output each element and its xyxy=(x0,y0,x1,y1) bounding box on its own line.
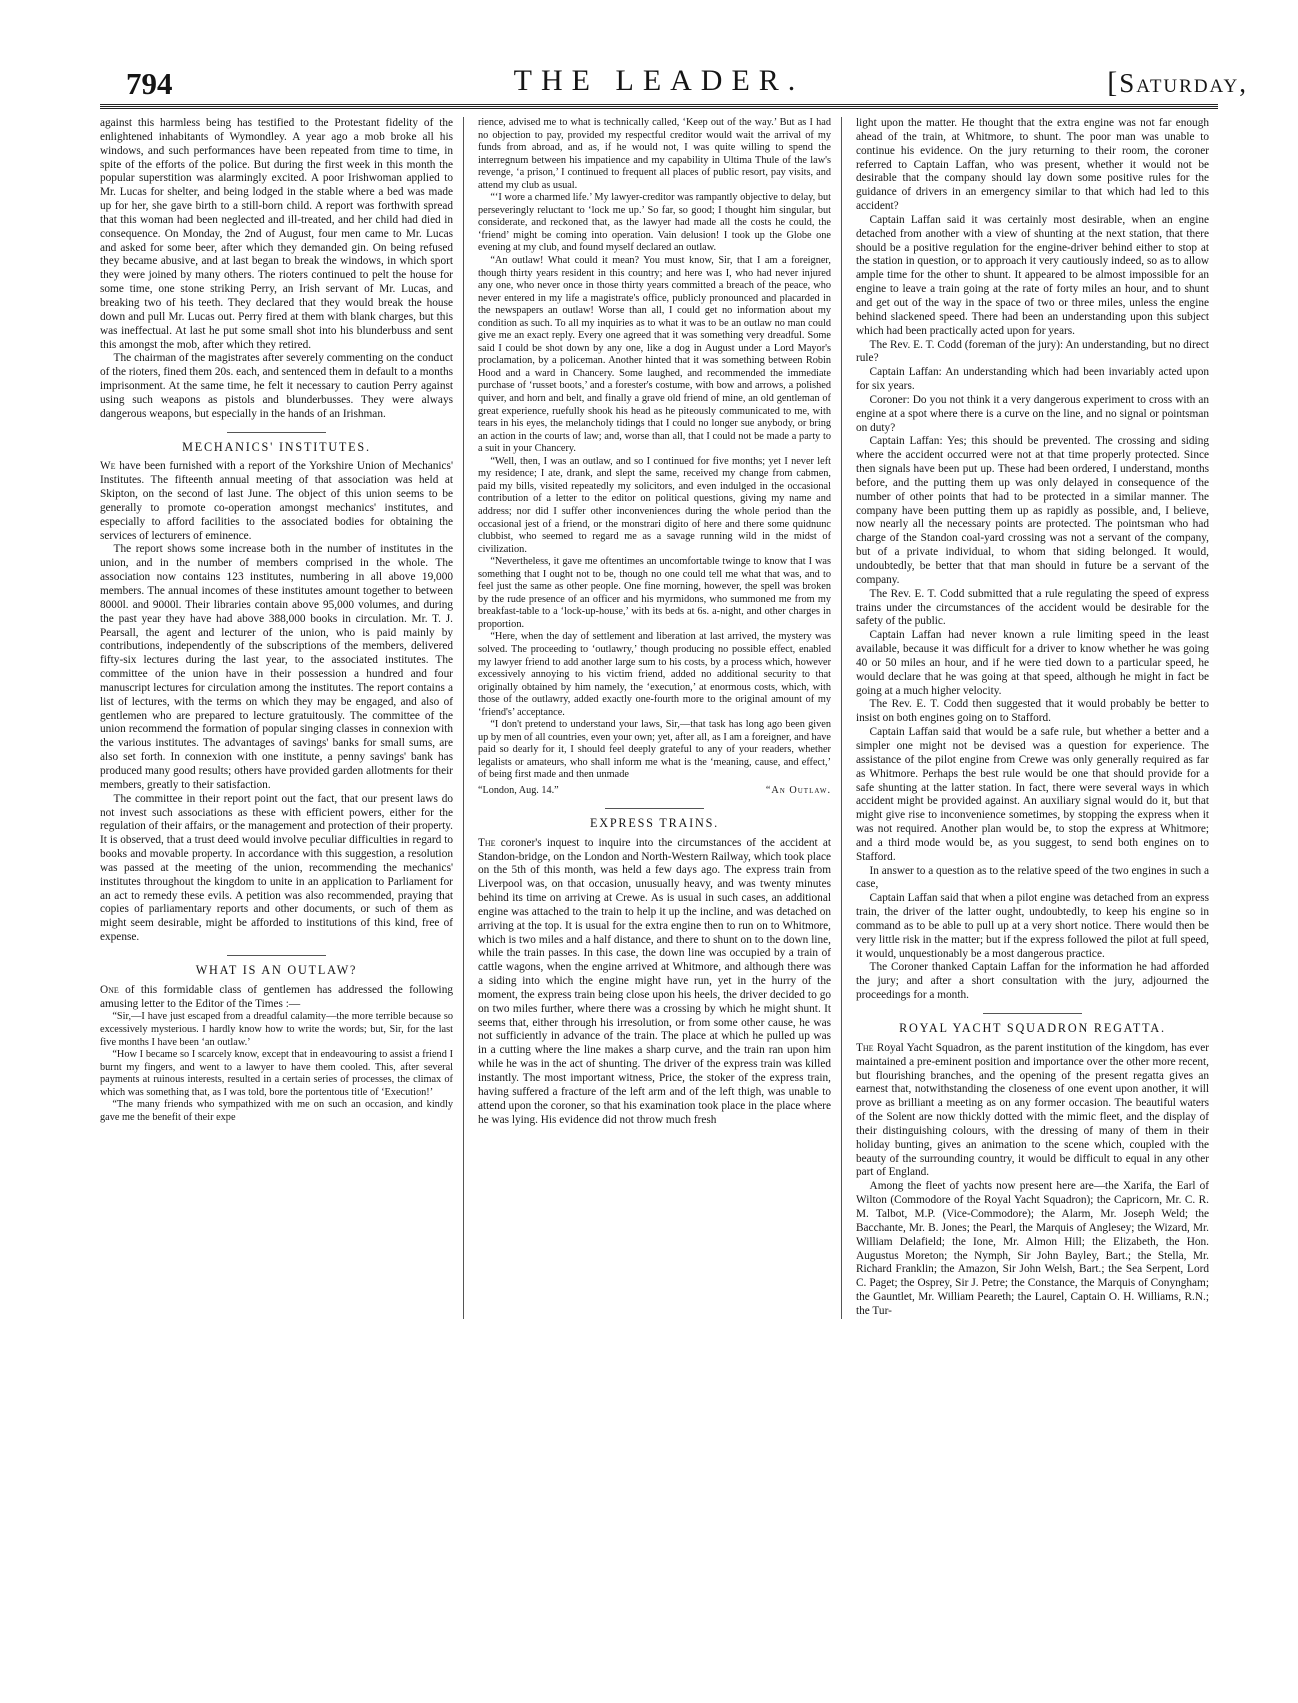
paragraph: Captain Laffan had never known a rule limiting speed in the least available, because it was difficult for a driver to know whether he was going 40 or 50 miles an hour, and if he were tied down to a particular speed, he would declare that he was going at that speed, although he might in fact be going at a much higher velocity. xyxy=(856,629,1209,697)
masthead xyxy=(100,58,1248,102)
paragraph: Among the fleet of yachts now present here are—the Xarifa, the Earl of Wilton (Commodore of the Royal Yacht Squadron); the Capricorn, Mr. C. R. M. Talbot, M.P. (Vice-Commodore); the Alarm, Mr. Joseph Weld; the Bacchante, Mr. B. Jones; the Pearl, the Marquis of Anglesey; the Wizard, Mr. William Delafield; the Ione, Mr. Almon Hill; the Elizabeth, the Hon. Augustus Moreton; the Nymph, Sir John Bayley, Bart.; the Stella, Mr. Richard Franklin; the Amazon, Sir John Welsh, Bart.; the Sea Serpent, Lord C. Paget; the Osprey, Sir J. Petre; the Constance, the Marquis of Conyngham; the Gauntlet, Mr. William Peareth; the Laurel, Captain O. H. Williams, R.N.; the Tur- xyxy=(856,1180,1209,1317)
paragraph: The Rev. E. T. Codd submitted that a rule regulating the speed of express trains under the circumstances of the accident would be desirable for the safety of the public. xyxy=(856,587,1209,628)
express-heading: EXPRESS TRAINS. xyxy=(589,815,720,830)
paragraph: Captain Laffan said that would be a safe rule, but whether a better and a simpler one might not be devised was a question for experience. The assistance of the pilot engine from Crewe was only generally required as far as Whitmore. Perhaps the best rule would be one that should provide for a safe shunting at the latter station. In fact, there were several ways in which accident might be provided against. An auxiliary signal would do it, but that might give rise to inconvenience sometimes, by stopping the express when it was not required. Another plan would be, to stop the express at Whitmore; and a third mode would be, as you suggest, to send both engines on to Stafford. xyxy=(856,726,1209,863)
outlaw-first-text: of this formidable class of gentlemen has addressed the following amusing letter to the Editor of the Times :— xyxy=(100,983,453,1010)
paragraph: rience, advised me to what is technically called, ‘Keep out of the way.’ But as I had no objection to pay, provided my respectful creditor would wait the arrival of my funds from abroad, and as, if he would not, I was quite willing to spend the interregnum between his impatience and my capability in Ultima Thule of the law's revenge, ‘a prison,’ I continued to frequent all places of public resort, pay visits, and attend my club as usual. xyxy=(478,117,831,191)
mechanics-heading: MECHANICS' INSTITUTES. xyxy=(182,439,371,454)
paragraph: light upon the matter. He thought that the extra engine was not far enough ahead of the train, at Whitmore, to shunt. The poor man was unable to continue his evidence. On the jury returning to their room, the coroner referred to Captain Laffan, who was present, whether it would not be desirable that the company should lay down some positive rules for the guidance of drivers in an emergency similar to that which had led to this accident? xyxy=(856,117,1209,213)
regatta-lead: The xyxy=(856,1041,874,1054)
express-article-continued xyxy=(856,117,1209,1003)
paragraph: The chairman of the magistrates after severely commenting on the conduct of the rioters, fined them 20s. each, and sentenced them in default to a months imprisonment. At the same time, he felt it necessary to caution Perry against using such weapons as pistols and blunderbusses. They were always dangerous weapons, but especially in the hands of an Irishman. xyxy=(100,352,453,420)
paragraph: “Nevertheless, it gave me oftentimes an uncomfortable twinge to know that I was something that I ought not to be, though no one could tell me what that was, and to feel just the same as other people. One fine morning, however, the spell was broken by the rude presence of an officer and his myrmidons, who summoned me from my breakfast-table to a ‘lock-up-house,’ with its beds at 6s. a-night, and other charges in proportion. xyxy=(478,556,831,630)
paragraph: Captain Laffan: Yes; this should be prevented. The crossing and siding where the accident occurred were not at that time properly protected. Since then signals have been put up. These had been ordered, I understand, months before, and the putting them up was only delayed in consequence of the number of other points that had to be protected in a similar manner. The company have been putting them up as rapidly as possible, and, I believe, now nearly all the necessary points are protected. The pointsman who had charge of the Standon coal-yard crossing was not a servant of the company, but of a private individual, to whom that siding belonged. It would, undoubtedly, be better that that man should in future be a servant of the company. xyxy=(856,435,1209,586)
paragraph: The Coroner thanked Captain Laffan for the information he had afforded the jury; and after a short consultation with the jury, adjourned the proceedings for a month. xyxy=(856,961,1209,1002)
mechanics-first-paragraph xyxy=(100,460,453,543)
paragraph: “Sir,—I have just escaped from a dreadful calamity—the more terrible because so excessively mysterious. I hardly know how to write the words; but, Sir, for the last five months I have been ‘an outlaw.’ xyxy=(100,1011,453,1048)
express-first-text: coroner's inquest to inquire into the circumstances of the accident at Standon-bridge, on the London and North-Western Railway, which took place on the 5th of this month, was held a few days ago. The express train from Liverpool was, on that occasion, unusually heavy, and was twenty minutes behind its time on arriving at Crewe. As is usual in such cases, an additional engine was attached to the train to help it up the incline, and was detached on arriving at the top. It is usual for the extra engine then to run on to Whitmore, which is two miles and a half distance, and there to shunt on to the down line, while the train passes. In this case, the down line was occupied by a train of cattle wagons, when the engine arrived at Whitmore, and although there was a siding into which the engine might have run, yet in the hurry of the moment, the express train being close upon his heels, the driver decided to go on two miles further, where there was a crossing by which he might shunt. It seems that, either through his irresolution, or from some other cause, he was not sufficiently in advance of the train. The place at which he pulled up was in a cutting where the line makes a sharp curve, and the train ran upon him while he was in the act of shunting. The driver of the express train was killed instantly. The most important witness, Price, the stoker of the express train, having suffered a fracture of the left arm and of the left thigh, was unable to attend upon the coroner, so that his examination took place in the place where he was lying. His evidence did not throw much fresh xyxy=(478,836,831,1126)
paragraph: “Well, then, I was an outlaw, and so I continued for five months; yet I never left my residence; I ate, drank, and slept the same, received my change from cabmen, paid my bills, visited repeatedly my solicitors, and even indulged in the occasional contribution of a letter to the editor on political questions, giving my name and address; nor did I suffer other inconveniences during the whole period than the occasional jest of a friend, or the monstrari digito of here and there some quidnunc clubbist, who seemed to regard me as a savage running wild in the midst of civilization. xyxy=(478,455,831,555)
mechanics-lead: We xyxy=(100,460,116,473)
regatta-first-text: Royal Yacht Squadron, as the parent institution of the kingdom, has ever maintained a pre-eminent position and importance over the other more recent, but flourishing branches, and the opening of the present regatta gives an earnest that, notwithstanding the closeness of one event upon another, it will prove as brilliant a meeting as on any former occasion. The beautiful waters of the Solent are now thickly dotted with the mimic fleet, and the display of their distinguishing colours, with the dressing of many of them in their holiday bunting, gives an animation to the scene which, coupled with the beauty of the surrounding country, it would be difficult to equal in any other part of England. xyxy=(856,1041,1209,1179)
regatta-first-paragraph xyxy=(856,1042,1209,1180)
signature-name: “An Outlaw. xyxy=(765,784,831,796)
express-lead: The xyxy=(478,836,496,849)
paragraph: “How I became so I scarcely know, except that in endeavouring to assist a friend I burnt my fingers, and went to a lawyer to have them cooled. This, after several payments at ruinous interests, resulted in a certain series of processes, the climax of which was something that, as I was told, bore the portentous title of ‘Execution!’ xyxy=(100,1049,453,1098)
paragraph: “I don't pretend to understand your laws, Sir,—that task has long ago been given up by men of all countries, even your own; yet, after all, as I am a foreigner, and have paid so dearly for it, I should feel deeply grateful to any of your readers, whether legalists or amateurs, who shall inform me what is the ‘meaning, cause, and effect,’ of being first made and then unmade xyxy=(478,719,831,781)
column-3 xyxy=(856,117,1209,1319)
heading-rule xyxy=(227,955,326,956)
page-number: 794 xyxy=(126,66,173,101)
paragraph: “Here, when the day of settlement and liberation at last arrived, the mystery was solved. The proceeding to ‘outlawry,’ though producing no possible effect, enabled my lawyer friend to add another large sum to his costs, by a process which, however excessively annoying to his victim friend, added no additional security to that originally obtained by him namely, the ‘execution,’ at enormous costs, which, with those of the outlawry, added exactly one-fourth more to the original amount of my ‘friend's’ acceptance. xyxy=(478,631,831,718)
outlaw-heading: WHAT IS AN OUTLAW? xyxy=(195,962,358,977)
paragraph: In answer to a question as to the relative speed of the two engines in such a case, xyxy=(856,864,1209,891)
newspaper-title: THE LEADER. xyxy=(513,64,805,97)
regatta-heading: ROYAL YACHT SQUADRON REGATTA. xyxy=(899,1021,1166,1035)
letter-signature xyxy=(478,784,831,798)
express-heading-block xyxy=(478,808,831,831)
paragraph: Captain Laffan said it was certainly most desirable, when an engine detached from another with a view of shunting at the next station, that there should be a positive regulation for the engine-driver behind either to stop at the station in question, or to approach it very cautiously indeed, so as to allow ample time for the other to shunt. It appeared to be almost impossible for an engine to leave a train going at the rate of forty miles an hour, and to shunt and get out of the way in the space of two or three miles, unless the engine behind slackened speed. There had been an understanding upon this subject which had been practically acted upon for years. xyxy=(856,213,1209,337)
paragraph: Coroner: Do you not think it a very dangerous experiment to cross with an engine at a spot where there is a curve on the line, and no signal or pointsman on duty? xyxy=(856,393,1209,434)
day-label: Saturday, xyxy=(1119,68,1248,98)
day-bracket: [ xyxy=(1107,66,1120,99)
paragraph: “The many friends who sympathized with me on such an occasion, and kindly gave me the benefit of their expe xyxy=(100,1099,453,1123)
paragraph: The committee in their report point out the fact, that our present laws do not invest such associations as these with efficient powers, either for the regulation of their affairs, or the management and protection of their property. It is observed, that a trust deed would involve peculiar difficulties in regard to books and movable property. In accordance with this suggestion, a resolution was passed at the meeting of the union, recommending the mechanics' institutes throughout the kingdom to unite in an application to Parliament for an act to remedy these evils. A petition was also recommended, praying that copies of parliamentary reports and other documents, or such of them as might seem desirable, might be afforded to institutions of this kind, free of expense. xyxy=(100,792,453,944)
article-columns xyxy=(100,117,1218,1319)
paragraph: Captain Laffan: An understanding which had been invariably acted upon for six years. xyxy=(856,366,1209,393)
paragraph: “An outlaw! What could it mean? You must know, Sir, that I am a foreigner, though thirty years resident in this country; and here was I, who had never injured any one, who never once in those thirty years committed a breach of the peace, who never entered in my life a magistrate's office, publicly pronounced and placarded in the newspapers an outlaw! Worse than all, I could get no information about my condition as such. To all my inquiries as to what it was to be an outlaw no man could give me an exact reply. Every one agreed that it was something very dreadful. Some said I could be shot down by any one, like a dog in August under a Lord Mayor's proclamation, by a policeman. Another hinted that it was something between Robin Hood and a ward in Chancery. Some laughed, and recommended the immediate purchase of ‘russet boots,’ and a forester's costume, with bow and arrows, a polished quiver, and horn and belt, and finally a grave old friend of mine, an old gentleman of great experience, ruefully shook his head as he piteously communicated to me, with tears in his eyes, the melancholy tidings that I could no longer sue anybody, or bring an action in the courts of law; and, worse than all, that I could not be made a party to a suit in your Chancery. xyxy=(478,255,831,455)
outlaw-first-paragraph xyxy=(100,984,453,1012)
column-1 xyxy=(100,117,464,1319)
issue-day xyxy=(1107,66,1248,100)
paragraph: The report shows some increase both in the number of institutes in the union, and in the number of members comprised in the whole. The association now contains 123 institutes, numbering in all above 19,000 members. The annual incomes of these institutes amount together to between 8000l. and 9000l. Their libraries contain above 95,000 volumes, and during the past year they have had above 388,000 books in circulation. Mr. T. J. Pearsall, the agent and lecturer of the union, who is paid mainly by contributions, independently of the subscriptions of the members, delivered fifty-six lectures during the last year, to the associated institutes. The committee of the union have in their possession a hundred and four manuscript lectures for circulation among the institutes. The report contains a list of lectures, with the terms on which they may be engaged, and also of gentlemen who are prepared to lecture gratuitously. The committee of the union recommend the formation of popular singing classes in connexion with the various institutes. The advantages of savings' banks for small sums, are also set forth. In connexion with one institute, a penny savings' bank has produced many good results; others have provided garden allotments for their members, greatly to their satisfaction. xyxy=(100,543,453,791)
paragraph: Captain Laffan said that when a pilot engine was detached from an express train, the driver of the latter ought, undoubtedly, to keep his engine so in command as to be able to pull up at a very short notice. There would then be very little risk in the matter; but if the express followed the pilot at full speed, it would, unquestionably be a most dangerous practice. xyxy=(856,892,1209,960)
mechanics-heading-block xyxy=(100,432,453,455)
paragraph: The Rev. E. T. Codd then suggested that it would probably be better to insist on both engines going on to Stafford. xyxy=(856,698,1209,725)
column-2 xyxy=(478,117,842,1319)
paragraph: “‘I wore a charmed life.’ My lawyer-creditor was rampantly objective to delay, but perseveringly reluctant to ‘lock me up.’ So far, so good; I thought him singular, but considerate, and reckoned that, as the lawyer had made all the costs he could, the ‘friend’ might be coming into operation. Vain delusion! I took up the Globe one evening at my club, and found myself declared an outlaw. xyxy=(478,192,831,254)
mechanics-first-text: have been furnished with a report of the Yorkshire Union of Mechanics' Institutes. The fifteenth annual meeting of that association was held at Skipton, on the second of last June. The object of this union seems to be generally to promote co-operation amongst mechanics' institutes, and especially to afford facilities to the associated bodies for obtaining the services of lecturers of eminence. xyxy=(100,460,453,542)
masthead-rule xyxy=(100,104,1218,109)
outlaw-letter xyxy=(100,1011,453,1124)
signature-place: “London, Aug. 14.” xyxy=(478,784,559,796)
heading-rule xyxy=(227,432,326,433)
outlaw-lead: One xyxy=(100,983,119,996)
mechanics-article xyxy=(100,543,453,944)
riot-article xyxy=(100,117,453,422)
regatta-heading-block xyxy=(856,1013,1209,1036)
regatta-article xyxy=(856,1180,1209,1318)
outlaw-letter-continued xyxy=(478,117,831,782)
heading-rule xyxy=(605,808,704,809)
outlaw-heading-block xyxy=(100,955,453,978)
paragraph: against this harmless being has testified to the Protestant fidelity of the enlightened inhabitants of Wymondley. A year ago a mob broke all his windows, and such performances have been repeated from time to time, in spite of the efforts of the police. But during the first week in this month the popular superstition was alarmingly excited. A poor Irishwoman applied to Mr. Lucas for shelter, and being lodged in the stable where a bed was made up for her, she gave birth to a still-born child. A report was forthwith spread that this woman had been neglected and ill-treated, and her child had died in consequence. On Monday, the 2nd of August, four men came to Mr. Lucas and asked for some beer, after which they demanded gin. On being refused they became abusive, and at last began to break the windows, in which sport they were joined by many others. The rioters continued to pelt the house for some time, one stone striking Perry, an Irish servant of Mr. Lucas, and breaking two of his teeth. They declared that they would break the house down and pull Mr. Lucas out. Perry fired at them with blank charges, but this was ineffectual. At last he put some small shot into his blunderbuss and sent this amongst the mob, after which they retired. xyxy=(100,117,453,351)
heading-rule xyxy=(983,1013,1082,1014)
paragraph: The Rev. E. T. Codd (foreman of the jury): An understanding, but no direct rule? xyxy=(856,338,1209,365)
express-first-paragraph xyxy=(478,837,831,1128)
